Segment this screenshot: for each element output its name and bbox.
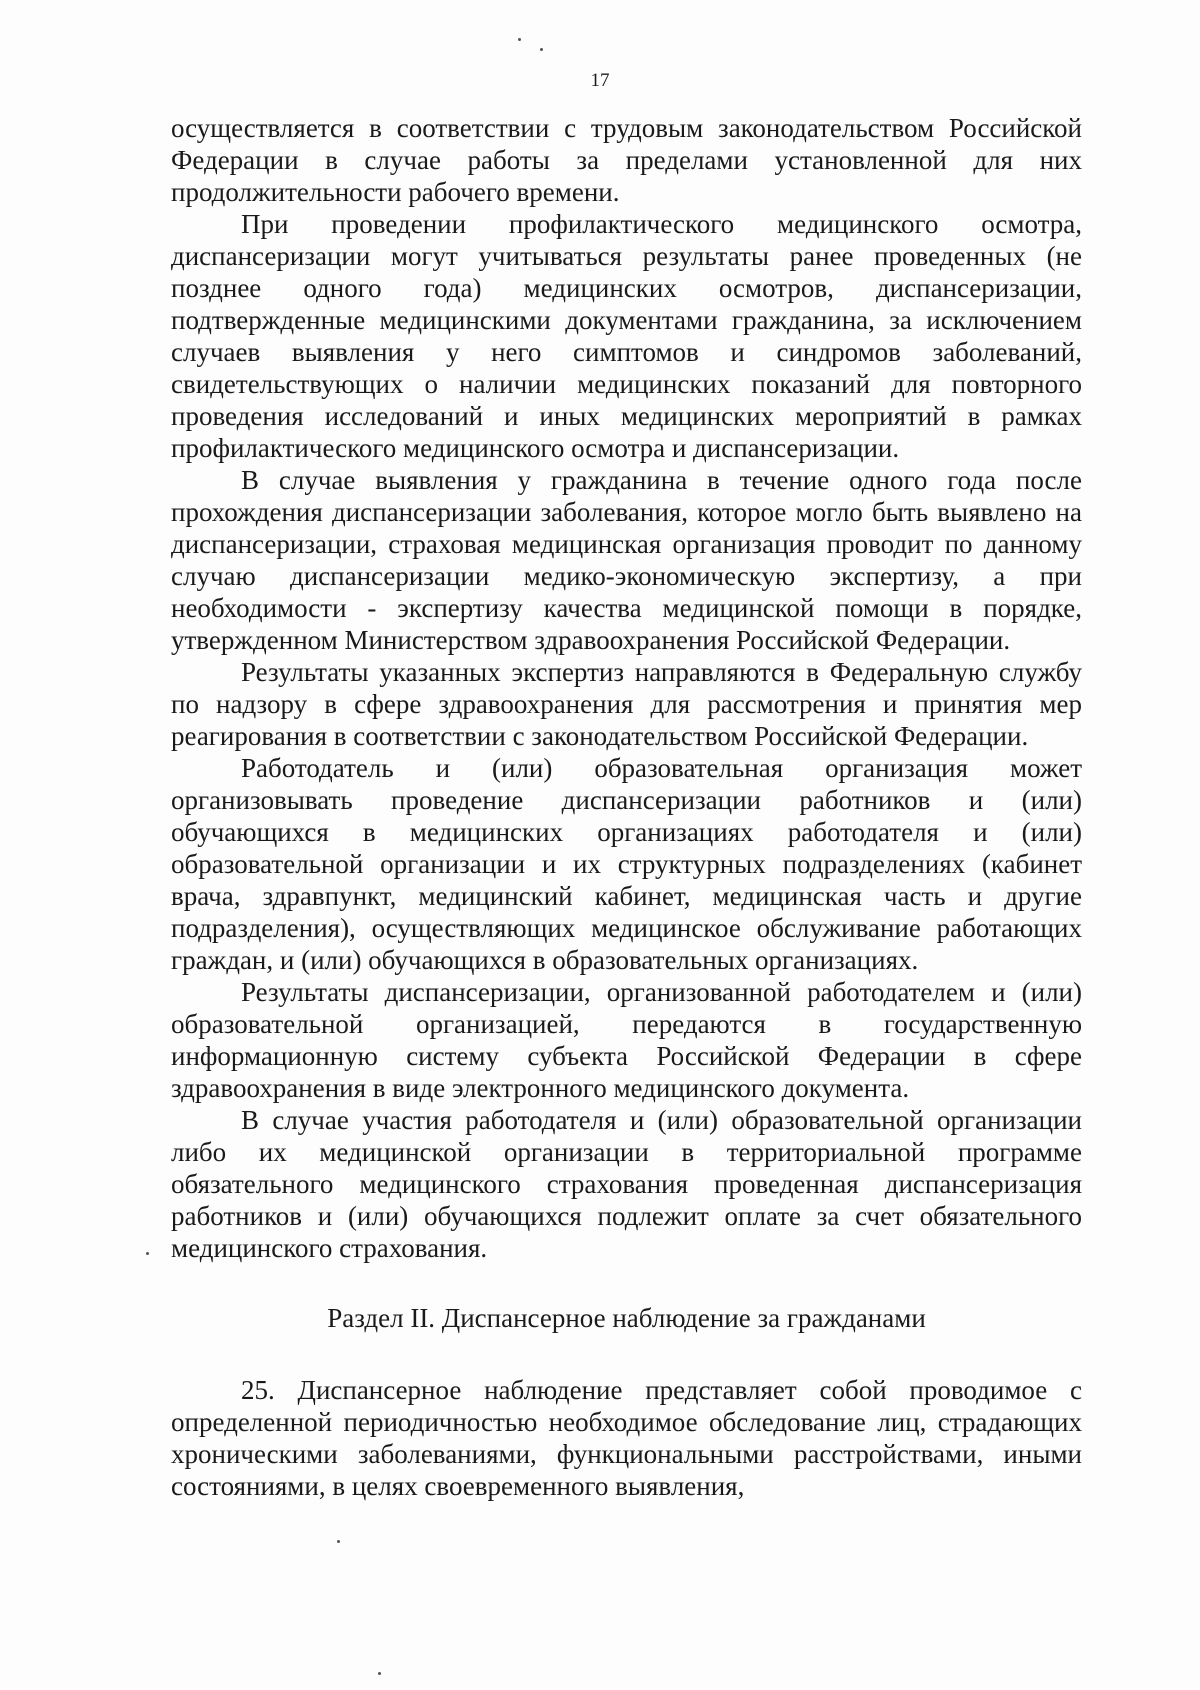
scan-speck (518, 38, 521, 41)
scan-speck (378, 1672, 381, 1675)
scan-speck (146, 1252, 149, 1255)
section-heading: Раздел II. Диспансерное наблюдение за гражданами (327, 1303, 926, 1333)
page-number: 17 (590, 70, 610, 91)
document-body (171, 112, 1082, 1502)
paragraph-results-transfer: Результаты диспансеризации, организованной работодателем и (или) образовательной организацией, передаются в государственную информационную систему субъекта Российской Федерации в сфере здравоохранения в виде электронного медицинского документа. (171, 977, 1082, 1103)
paragraph-employer-organization: Работодатель и (или) образовательная организация может организовывать проведение диспансеризации работников и (или) обучающихся в медицинских организациях работодателя и (или) образовательной организации и их структурных подразделениях (кабинет врача, здравпункт, медицинский кабинет, медицинская часть и другие подразделения), осуществляющих медицинское обслуживание работающих граждан, и (или) обучающихся в образовательных организациях. (171, 753, 1082, 975)
scan-speck (540, 48, 543, 51)
scan-speck (337, 1540, 340, 1543)
paragraph-expertise-results: Результаты указанных экспертиз направляются в Федеральную службу по надзору в сфере здравоохранения для рассмотрения и принятия мер реагирования в соответствии с законодательством Российской Федерации. (171, 657, 1082, 751)
paragraph-prior-exams: При проведении профилактического медицинского осмотра, диспансеризации могут учитываться результаты ранее проведенных (не позднее одного года) медицинских осмотров, диспансеризации, подтвержденные медицинскими документами гражданина, за исключением случаев выявления у него симптомов и синдромов заболеваний, свидетельствующих о наличии медицинских показаний для повторного проведения исследований и иных медицинских мероприятий в рамках профилактического медицинского осмотра и диспансеризации. (171, 209, 1082, 463)
paragraph-disease-detection: В случае выявления у гражданина в течение одного года после прохождения диспансеризации заболевания, которое могло быть выявлено на диспансеризации, страховая медицинская организация проводит по данному случаю диспансеризации медико-экономическую экспертизу, а при необходимости - экспертизу качества медицинской помощи в порядке, утвержденном Министерством здравоохранения Российской Федерации. (171, 465, 1082, 655)
paragraph-insurance-payment: В случае участия работодателя и (или) образовательной организации либо их медицинской организации в территориальной программе обязательного медицинского страхования проведенная диспансеризация работников и (или) обучающихся подлежит оплате за счет обязательного медицинского страхования. (171, 1105, 1082, 1263)
clause-25: 25. Диспансерное наблюдение представляет собой проводимое с определенной периодичностью необходимое обследование лиц, страдающих хроническими заболеваниями, функциональными расстройствами, иными состояниями, в целях своевременного выявления, (171, 1375, 1082, 1501)
paragraph-continuation: осуществляется в соответствии с трудовым законодательством Российской Федерации в случае работы за пределами установленной для них продолжительности рабочего времени. (171, 113, 1082, 207)
